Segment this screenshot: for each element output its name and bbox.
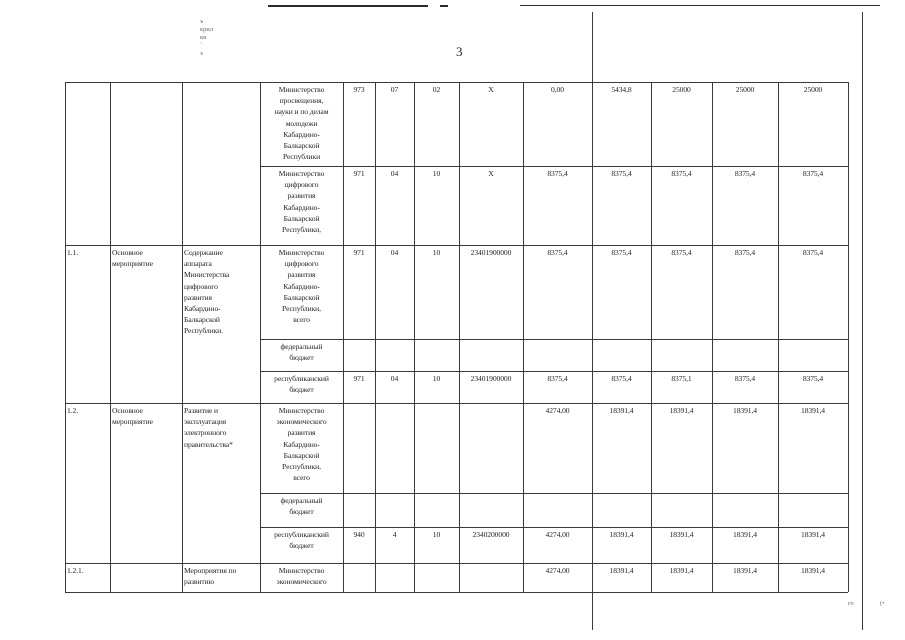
- csr-cell: 2340200000: [472, 530, 510, 539]
- scan-fold-line: [862, 12, 863, 630]
- table-rule: [65, 82, 66, 592]
- csr-cell: Х: [488, 169, 494, 178]
- value-cell: 8375,4: [734, 248, 756, 257]
- rzpr-cell: 4: [392, 530, 397, 539]
- value-cell: 18391,4: [801, 530, 825, 539]
- table-rule: [260, 371, 848, 372]
- executor-cell: федеральный бюджет: [280, 342, 323, 363]
- value-cell: 8375,4: [734, 169, 756, 178]
- grbs-cell: 971: [353, 169, 365, 178]
- executor-cell: Министерство цифрового развития Кабардино- Балкарской Республики,: [278, 169, 325, 235]
- table-rule: [459, 82, 460, 592]
- value-cell: 8375,4: [611, 248, 632, 257]
- row-status: Основное мероприятие: [112, 248, 153, 269]
- rzpr-cell: 07: [390, 85, 399, 94]
- table-rule: [523, 82, 524, 592]
- table-rule: [848, 82, 849, 592]
- table-rule: [592, 82, 593, 592]
- rzpr-cell: 04: [390, 169, 399, 178]
- scan-mark: го: [848, 600, 854, 607]
- table-rule: [260, 82, 261, 592]
- value-cell: 8375,4: [611, 374, 632, 383]
- value-cell: 8375,4: [547, 248, 568, 257]
- value-cell: 18391,4: [733, 530, 757, 539]
- value-cell: 8375,4: [671, 169, 692, 178]
- pr-cell: 10: [432, 169, 441, 178]
- value-cell: 18391,4: [609, 530, 634, 539]
- grbs-cell: 971: [353, 248, 365, 257]
- value-cell: 8375,4: [671, 248, 692, 257]
- value-cell: 8375,1: [671, 374, 692, 383]
- value-cell: 8375,4: [802, 374, 824, 383]
- value-cell: 8375,4: [547, 374, 568, 383]
- pr-cell: 10: [432, 374, 441, 383]
- value-cell: 18391,4: [801, 566, 825, 575]
- value-cell: 5434,8: [611, 85, 632, 94]
- table-rule: [778, 82, 779, 592]
- scan-mark: [520, 5, 880, 6]
- executor-cell: Министерство экономического развития Кабардино- Балкарской Республики, всего: [276, 406, 327, 483]
- row-number: 1.2.: [67, 406, 78, 415]
- value-cell: 18391,4: [609, 406, 634, 415]
- table-rule: [110, 82, 111, 592]
- value-cell: 18391,4: [801, 406, 825, 415]
- rzpr-cell: 04: [390, 374, 399, 383]
- rzpr-cell: 04: [390, 248, 399, 257]
- row-status: Основное мероприятие: [112, 406, 153, 427]
- table-rule: [343, 82, 344, 592]
- value-cell: 18391,4: [609, 566, 634, 575]
- value-cell: 8375,4: [611, 169, 632, 178]
- value-cell: 18391,4: [733, 406, 757, 415]
- pr-cell: 10: [432, 530, 441, 539]
- pr-cell: 10: [432, 248, 441, 257]
- value-cell: 4274,00: [545, 530, 570, 539]
- value-cell: 8375,4: [734, 374, 756, 383]
- grbs-cell: 973: [353, 85, 365, 94]
- executor-cell: республиканский бюджет: [274, 530, 329, 551]
- margin-marks: ъ крил ки ` х: [200, 18, 214, 57]
- page-number: 3: [456, 44, 463, 59]
- table-rule: [182, 82, 183, 592]
- scan-mark: [440, 5, 448, 7]
- executor-cell: федеральный бюджет: [280, 496, 323, 517]
- table-rule: [260, 493, 848, 494]
- table-rule: [414, 82, 415, 592]
- row-name: Развитие и эксплуатация электронного правительства*: [184, 406, 233, 449]
- executor-cell: Министерство просвещения, науки и по делам молодежи Кабардино- Балкарской Республики: [274, 85, 329, 162]
- table-rule: [712, 82, 713, 592]
- row-name: Содержание аппарата Министерства цифрового развития Кабардино- Балкарской Республики.: [184, 248, 230, 336]
- row-name: Мероприятия по развитию: [184, 566, 237, 587]
- table-rule: [651, 82, 652, 592]
- table-rule: [260, 339, 848, 340]
- value-cell: 4274,00: [545, 566, 570, 575]
- value-cell: 4274,00: [545, 406, 570, 415]
- executor-cell: Министерство цифрового развития Кабардино- Балкарской Республики, всего: [278, 248, 325, 325]
- value-cell: 18391,4: [669, 566, 694, 575]
- scan-mark: (•: [880, 600, 885, 607]
- value-cell: 18391,4: [733, 566, 757, 575]
- grbs-cell: 940: [353, 530, 365, 539]
- table-rule: [65, 592, 848, 593]
- value-cell: 0,00: [551, 85, 564, 94]
- executor-cell: Министерство экономического: [276, 566, 327, 587]
- value-cell: 8375,4: [802, 248, 824, 257]
- csr-cell: Х: [488, 85, 494, 94]
- row-number: 1.2.1.: [67, 566, 84, 575]
- value-cell: 25000: [735, 85, 755, 94]
- pr-cell: 02: [432, 85, 441, 94]
- csr-cell: 23401900000: [470, 248, 512, 257]
- value-cell: 25000: [803, 85, 823, 94]
- table-rule: [260, 166, 848, 167]
- value-cell: 18391,4: [669, 406, 694, 415]
- scan-mark: [268, 5, 428, 7]
- csr-cell: 23401900000: [470, 374, 512, 383]
- value-cell: 8375,4: [547, 169, 568, 178]
- executor-cell: республиканский бюджет: [274, 374, 329, 395]
- grbs-cell: 971: [353, 374, 365, 383]
- row-number: 1.1.: [67, 248, 78, 257]
- table-rule: [260, 527, 848, 528]
- value-cell: 18391,4: [669, 530, 694, 539]
- table-rule: [375, 82, 376, 592]
- value-cell: 25000: [672, 85, 691, 94]
- value-cell: 8375,4: [802, 169, 824, 178]
